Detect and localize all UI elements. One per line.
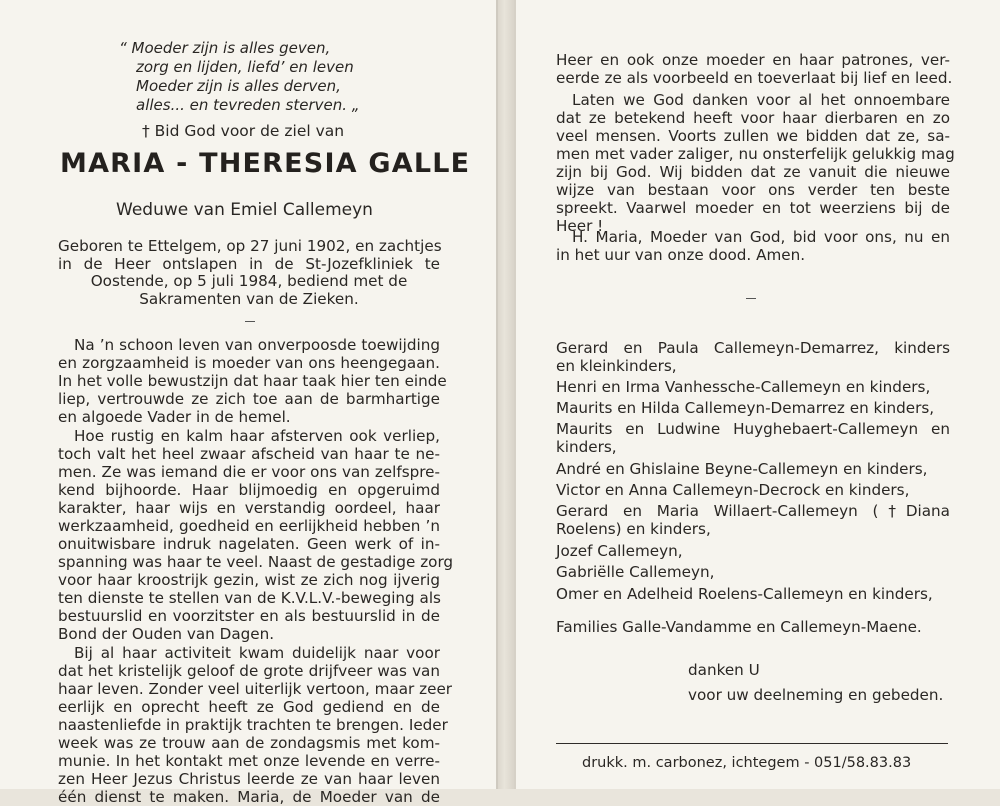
poem-line-3: Moeder zijn is alles derven, (136, 77, 341, 95)
para1-line-5: en algoede Vader in de hemel. (58, 408, 291, 426)
para2-line-4: kend bijhoorde. Haar blijmoedig en opgeruimd (58, 481, 440, 499)
deceased-name: MARIA - THERESIA GALLE (60, 148, 471, 179)
para1-line-4: liep, vertrouwde ze zich toe aan de barmhartige (58, 390, 440, 408)
family-line-6: kinders, (556, 438, 617, 456)
family-line-12: Gabriëlle Callemeyn, (556, 563, 715, 581)
prayer-line: † Bid God voor de ziel van (142, 122, 345, 140)
rp2-line-2: dat ze betekend heeft voor haar dierbaren en zo (556, 109, 950, 127)
family-line-4: Maurits en Hilda Callemeyn-Demarrez en kinders, (556, 399, 935, 417)
para3-line-3: haar leven. Zonder veel uiterlijk vertoon, maar zeer (58, 680, 453, 698)
rp2-line-6: wijze van bestaan voor ons verder ten beste (556, 181, 950, 199)
section-divider (746, 298, 756, 299)
thanks-line-1: danken U (688, 661, 760, 679)
birth-line-4: Sakramenten van de Zieken. (139, 290, 359, 308)
para3-line-1: Bij al haar activiteit kwam duidelijk naar voor (74, 644, 440, 662)
para2-line-5: karakter, haar wijs en verstandig oordeel, haar (58, 499, 440, 517)
rp2-line-3: veel mensen. Voorts zullen we bidden dat ze, sa- (556, 127, 950, 145)
thanks-line-2: voor uw deelneming en gebeden. (688, 686, 944, 704)
right-page (514, 0, 1000, 789)
printer-line: drukk. m. carbonez, ichtegem - 051/58.83.83 (582, 755, 912, 771)
family-line-11: Jozef Callemeyn, (556, 542, 683, 560)
widow-line: Weduwe van Emiel Callemeyn (116, 200, 373, 220)
section-divider (245, 321, 255, 322)
para2-line-12: Bond der Ouden van Dagen. (58, 625, 275, 643)
para2-line-1: Hoe rustig en kalm haar afsterven ook verliep, (74, 427, 440, 445)
para1-line-3: In het volle bewustzijn dat haar taak hier ten einde (58, 372, 447, 390)
para2-line-10: ten dienste te stellen van de K.V.L.V.-beweging als (58, 589, 441, 607)
poem-line-1: “ Moeder zijn is alles geven, (119, 39, 331, 57)
family-line-8: Victor en Anna Callemeyn-Decrock en kinders, (556, 481, 910, 499)
poem-line-4: alles... en tevreden sterven. „ (136, 96, 360, 114)
para2-line-8: spanning was haar te veel. Naast de gestadige zorg (58, 553, 454, 571)
left-page (0, 0, 498, 806)
para3-line-9: één dienst te maken. Maria, de Moeder van de (58, 788, 440, 806)
birth-line-1: Geboren te Ettelgem, op 27 juni 1902, en zachtjes (58, 237, 442, 255)
rp3-line-1: H. Maria, Moeder van God, bid voor ons, nu en (572, 228, 950, 246)
family-line-1: Gerard en Paula Callemeyn-Demarrez, kinders (556, 339, 950, 357)
para2-line-7: onuitwisbare indruk nagelaten. Geen werk of in- (58, 535, 440, 553)
family-line-3: Henri en Irma Vanhessche-Callemeyn en kinders, (556, 378, 931, 396)
rp2-line-1: Laten we God danken voor al het onnoembare (572, 91, 950, 109)
para3-line-8: zen Heer Jezus Christus leerde ze van haar leven (58, 770, 440, 788)
families-line: Families Galle-Vandamme en Callemeyn-Maene. (556, 618, 922, 636)
para1-line-2: en zorgzaamheid is moeder van ons heengegaan. (58, 354, 440, 372)
rp3-line-2: in het uur van onze dood. Amen. (556, 246, 806, 264)
family-line-2: en kleinkinders, (556, 357, 677, 375)
rp1-line-1: Heer en ook onze moeder en haar patrones, ver- (556, 51, 950, 69)
family-line-9: Gerard en Maria Willaert-Callemeyn (†Diana (556, 502, 950, 520)
para3-line-7: munie. In het kontakt met onze levende en verre- (58, 752, 440, 770)
para1-line-1: Na ’n schoon leven van onverpoosde toewijding (74, 336, 440, 354)
rp2-line-7: spreekt. Vaarwel moeder en tot weerziens bij de (556, 199, 950, 217)
rp2-line-4: men met vader zaliger, nu onsterfelijk gelukkig mag (556, 145, 955, 163)
para3-line-4: eerlijk en oprecht heeft ze God gediend en de (58, 698, 440, 716)
para2-line-2: toch valt het heel zwaar afscheid van haar te ne- (58, 445, 440, 463)
para3-line-5: naastenliefde in praktijk trachten te brengen. Ieder (58, 716, 448, 734)
family-line-5: Maurits en Ludwine Huyghebaert-Callemeyn en (556, 420, 950, 438)
footer-rule (556, 743, 948, 744)
para3-line-6: week was ze trouw aan de zondagsmis met kom- (58, 734, 440, 752)
poem-line-2: zorg en lijden, liefd’ en leven (136, 58, 354, 76)
para2-line-11: bestuurslid en voorzitster en als bestuurslid in de (58, 607, 440, 625)
card-fold (498, 0, 514, 789)
para3-line-2: dat het kristelijk geloof de grote drijfveer was van (58, 662, 440, 680)
family-line-7: André en Ghislaine Beyne-Callemeyn en kinders, (556, 460, 928, 478)
birth-line-2: in de Heer ontslapen in de St-Jozefkliniek te (58, 255, 440, 273)
para2-line-9: voor haar kroostrijk gezin, wist ze zich nog ijverig (58, 571, 440, 589)
birth-line-3: Oostende, op 5 juli 1984, bediend met de (90, 272, 408, 290)
para2-line-3: men. Ze was iemand die er voor ons van zelfspre- (58, 463, 440, 481)
rp1-line-2: eerde ze als voorbeeld en toeverlaat bij lief en leed. (556, 69, 953, 87)
rp2-line-8: Heer ! (556, 217, 604, 235)
family-line-10: Roelens) en kinders, (556, 520, 711, 538)
rp2-line-5: zijn bij God. Wij bidden dat ze vanuit die nieuwe (556, 163, 950, 181)
family-line-13: Omer en Adelheid Roelens-Callemeyn en kinders, (556, 585, 933, 603)
para2-line-6: werkzaamheid, goedheid en eerlijkheid hebben ’n (58, 517, 440, 535)
